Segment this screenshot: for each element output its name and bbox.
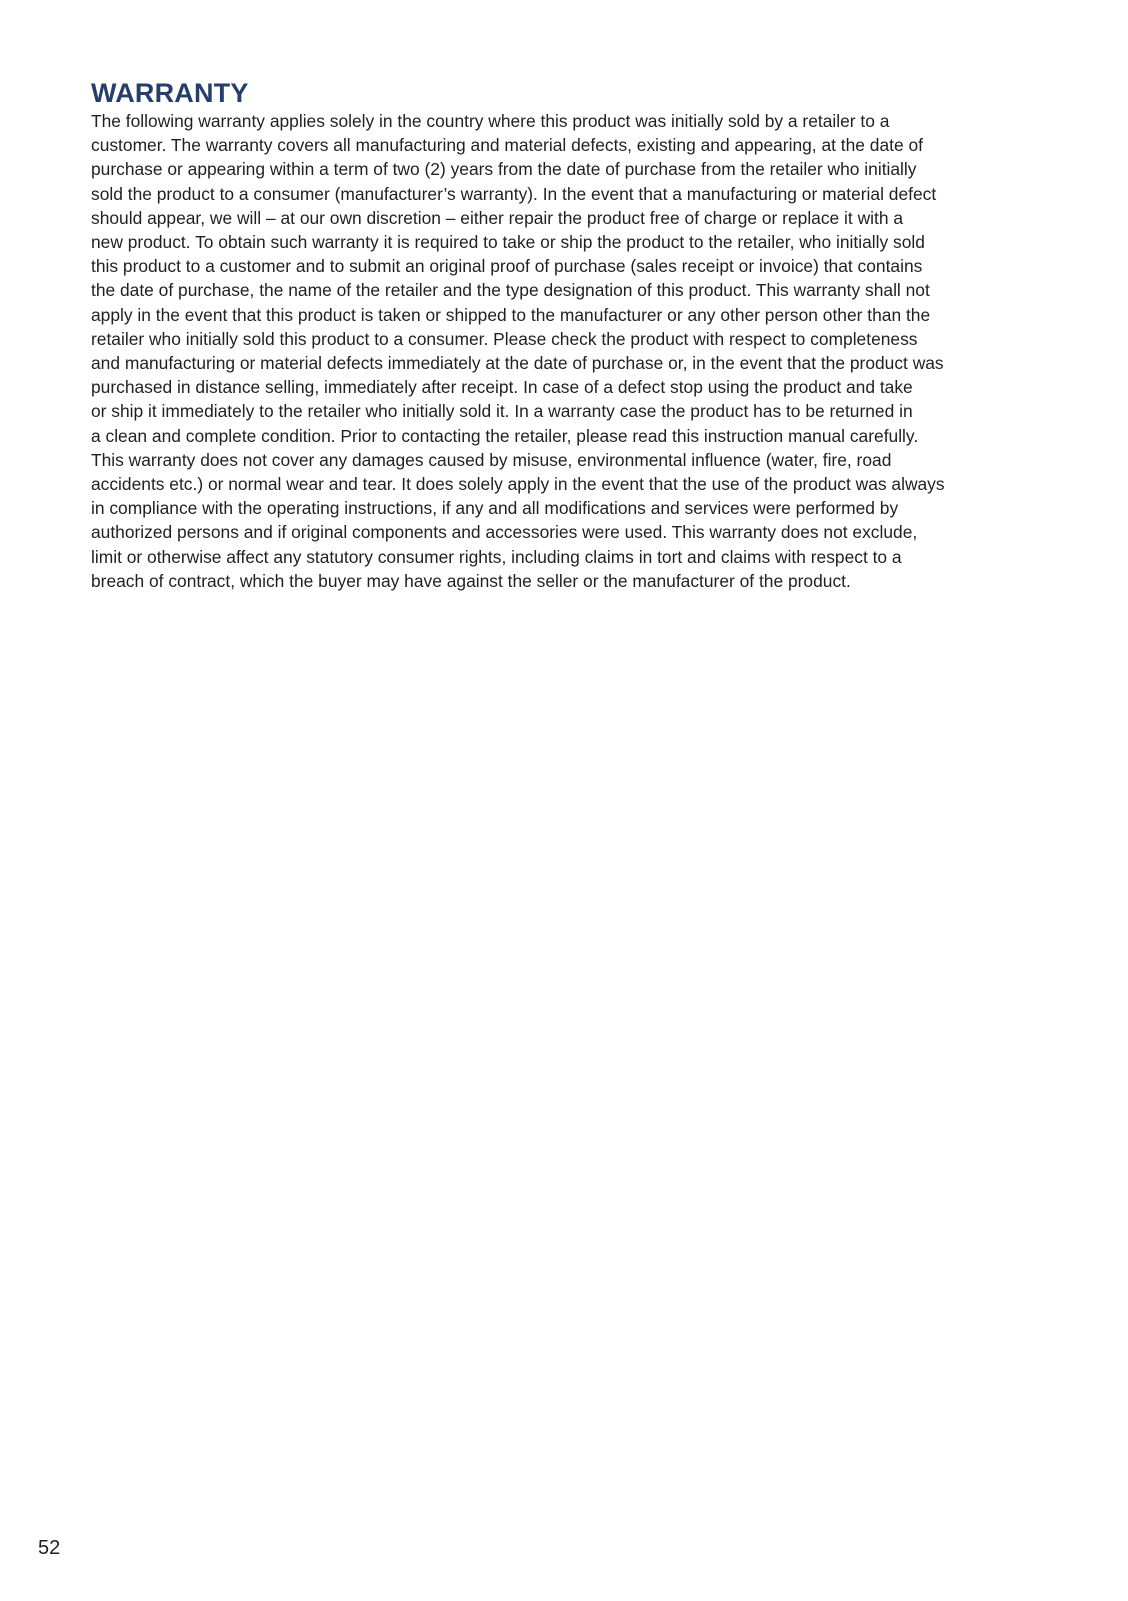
paragraph-line: The following warranty applies solely in the country where this product was initially sold by a retailer to a [91, 111, 890, 131]
paragraph-line: new product. To obtain such warranty it is required to take or ship the product to the retailer, who initially sold [91, 232, 925, 253]
warranty-paragraph [91, 109, 1041, 593]
paragraph-line: this product to a customer and to submit an original proof of purchase (sales receipt or invoice) that contains [91, 256, 923, 277]
paragraph-line: or ship it immediately to the retailer who initially sold it. In a warranty case the product has to be returned in [91, 401, 913, 422]
paragraph-line: apply in the event that this product is taken or shipped to the manufacturer or any other person other than the [91, 304, 931, 325]
paragraph-line: purchased in distance selling, immediately after receipt. In case of a defect stop using the product and take [91, 377, 913, 398]
page-number: 52 [38, 1537, 61, 1559]
paragraph-line: limit or otherwise affect any statutory consumer rights, including claims in tort and claims with respect to a [91, 546, 902, 567]
paragraph-line: accidents etc.) or normal wear and tear. It does solely apply in the event that the use of the product was always [91, 474, 945, 495]
paragraph-line: breach of contract, which the buyer may have against the seller or the manufacturer of the product. [91, 570, 851, 591]
paragraph-line: should appear, we will – at our own discretion – either repair the product free of charge or replace it with a [91, 207, 904, 228]
paragraph-line: a clean and complete condition. Prior to contacting the retailer, please read this instruction manual carefully. [91, 425, 919, 446]
paragraph-line: the date of purchase, the name of the retailer and the type designation of this product. This warranty shall not [91, 280, 930, 301]
paragraph-line: and manufacturing or material defects immediately at the date of purchase or, in the event that the product was [91, 353, 944, 374]
paragraph-line: sold the product to a consumer (manufacturer’s warranty). In the event that a manufacturing or material defect [91, 183, 937, 204]
paragraph-line: authorized persons and if original components and accessories were used. This warranty does not exclude, [91, 522, 918, 543]
paragraph-line: in compliance with the operating instructions, if any and all modifications and services were performed by [91, 498, 899, 519]
paragraph-line: This warranty does not cover any damages caused by misuse, environmental influence (water, fire, road [91, 449, 892, 470]
paragraph-line: customer. The warranty covers all manufacturing and material defects, existing and appearing, at the date of [91, 135, 923, 156]
paragraph-line: retailer who initially sold this product to a consumer. Please check the product with respect to completeness [91, 328, 918, 349]
paragraph-line: purchase or appearing within a term of two (2) years from the date of purchase from the retailer who initially [91, 159, 917, 180]
page-title: WARRANTY [91, 78, 249, 108]
